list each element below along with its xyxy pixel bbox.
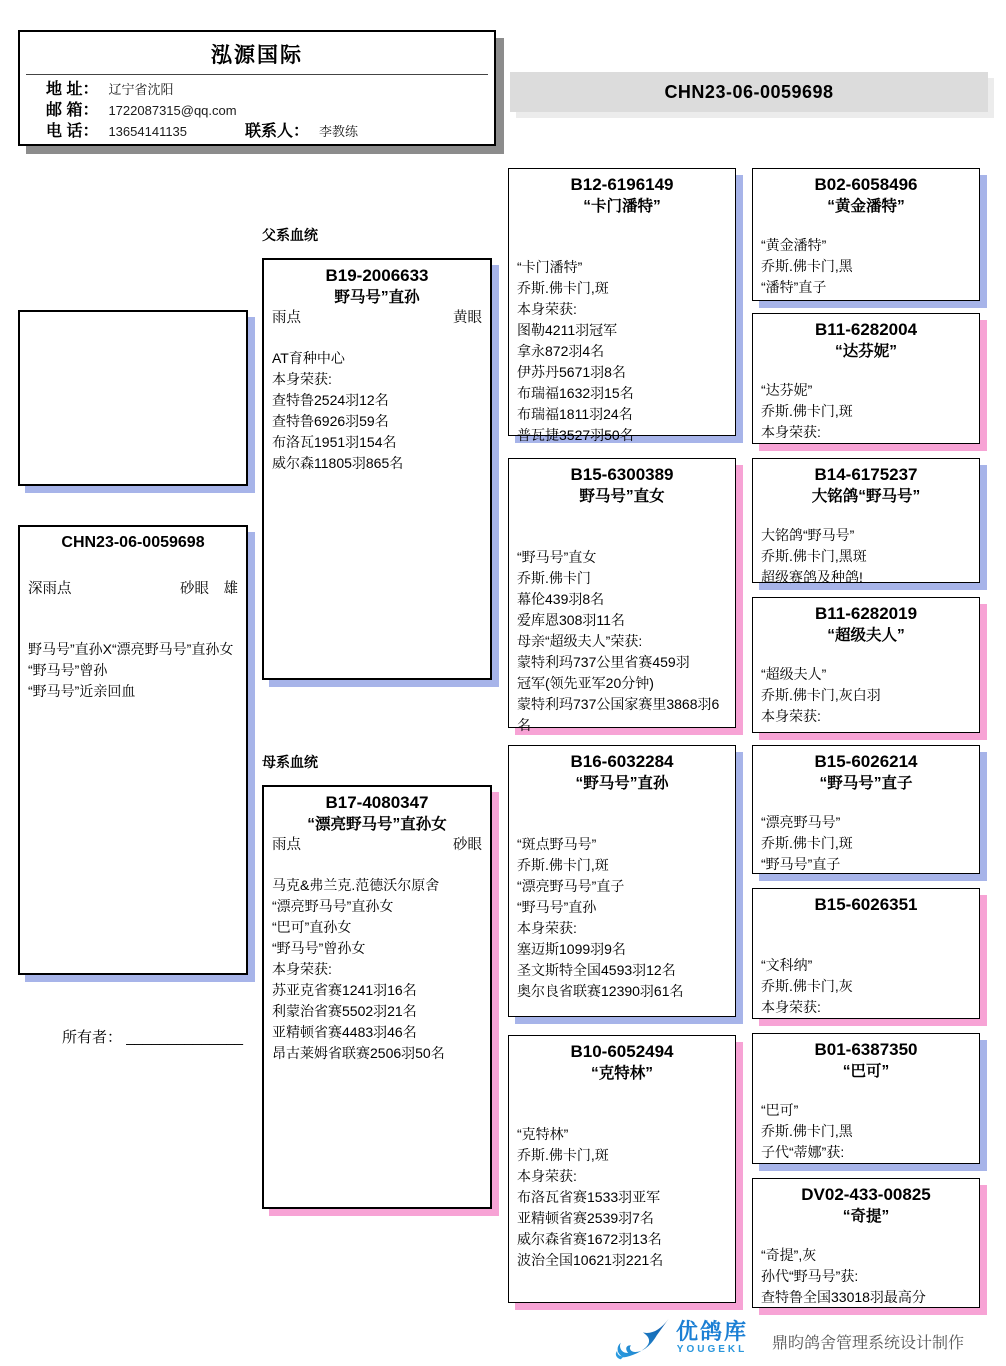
- eye-color: 砂眼: [453, 837, 482, 853]
- ring-number: B15-6300389: [570, 465, 674, 484]
- email-label: 邮 箱：: [46, 102, 99, 119]
- pigeon-details: “黄金潘特” 乔斯.佛卡门,黑 “潘特”直子: [761, 237, 853, 295]
- address-row: [46, 79, 484, 100]
- great-grandparent-box-1: [752, 168, 980, 301]
- great-grandparent-box-3: [752, 458, 980, 583]
- pigeon-details: “文科纳” 乔斯.佛卡门,灰 本身荣获:: [761, 957, 853, 1015]
- address-label: 地 址：: [46, 81, 99, 98]
- grandfather-maternal-box: [508, 745, 736, 1017]
- color-eye-row: [28, 577, 238, 598]
- pigeon-name: “卡门潘特”: [583, 198, 661, 215]
- bird-swoosh-icon: [614, 1316, 670, 1362]
- pigeon-name: “漂亮野马号”直孙女: [307, 816, 447, 833]
- pigeon-name: 野马号”直女: [579, 488, 665, 505]
- ring-number: B11-6282004: [814, 320, 918, 339]
- eye-sex: 砂眼 雄: [180, 581, 238, 597]
- brand-name-en: YOUGEKL: [676, 1344, 748, 1355]
- pigeon-name: “野马号”直孙: [575, 775, 669, 792]
- paternal-branch-label: 父系血统: [262, 227, 318, 243]
- great-grandparent-box-2: [752, 313, 980, 444]
- pigeon-name: “奇提”: [842, 1208, 890, 1225]
- ring-number: B02-6058496: [814, 175, 918, 194]
- contact-value: 李教练: [319, 124, 359, 139]
- owner-label: 所有者：: [62, 1029, 123, 1046]
- email-row: [46, 100, 484, 121]
- contact-label: 联系人：: [245, 123, 310, 140]
- maternal-branch-label: 母系血统: [262, 754, 318, 770]
- pigeon-name: 野马号”直孙: [334, 289, 420, 306]
- color-eye-row: [272, 306, 482, 327]
- phone-value: 13654141135: [108, 124, 188, 139]
- loft-info-card: [18, 30, 496, 146]
- email-value: 1722087315@qq.com: [108, 103, 237, 118]
- brand-name-cn: 优鸽库: [676, 1319, 749, 1344]
- great-grandparent-box-8: [752, 1178, 980, 1308]
- phone-label: 电 话：: [46, 123, 99, 140]
- pigeon-name: “巴可”: [842, 1063, 890, 1080]
- ring-number: B19-2006633: [325, 266, 429, 285]
- great-grandparent-box-5: [752, 745, 980, 874]
- pigeon-details: “斑点野马号” 乔斯.佛卡门,斑 “漂亮野马号”直子 “野马号”直孙 本身荣获: 塞迈斯1099羽9名 圣文斯特全国4593羽12名 奥尔良省联赛12390羽61名: [517, 836, 684, 999]
- feather-color: 雨点: [272, 837, 301, 853]
- ring-number: DV02-433-00825: [801, 1185, 931, 1204]
- color-eye-row: [272, 833, 482, 854]
- ring-number: B12-6196149: [570, 175, 674, 194]
- ring-number: B10-6052494: [570, 1042, 674, 1061]
- pigeon-details: “克特林” 乔斯.佛卡门,斑 本身荣获: 布洛瓦省赛1533羽亚军 亚精顿省赛2539羽7名 威尔森省赛1672羽13名 波治全国10621羽221名: [517, 1126, 664, 1268]
- pigeon-details: “超级夫人” 乔斯.佛卡门,灰白羽 本身荣获:: [761, 666, 881, 724]
- address-value: 辽宁省沈阳: [108, 82, 174, 97]
- ring-number: B11-6282019: [814, 604, 918, 623]
- pigeon-details: “野马号”直女 乔斯.佛卡门 幕伦439羽8名 爱库恩308羽11名 母亲“超级夫人”荣获: 蒙特利玛737公里省赛459羽 冠军(领先亚军20分钟) 蒙特利玛737公国家赛里3868羽6名: [517, 549, 720, 733]
- ring-number: B15-6026214: [814, 752, 918, 771]
- pigeon-details: “卡门潘特” 乔斯.佛卡门,斑 本身荣获: 图勒4211羽冠军 拿永872羽4名 伊苏丹5671羽8名 布瑞福1632羽15名 布瑞福1811羽24名 普瓦捷3527羽50名: [517, 259, 634, 443]
- grandmother-maternal-box: [508, 1035, 736, 1303]
- brand-block: [676, 1320, 748, 1356]
- pigeon-name: “克特林”: [590, 1065, 653, 1082]
- owner-row: [62, 1026, 243, 1047]
- owner-blank-line: ______________: [126, 1029, 243, 1046]
- pigeon-details: “巴可” 乔斯.佛卡门,黑 子代“蒂娜”获:: [761, 1102, 853, 1160]
- photo-placeholder-box: [18, 310, 248, 486]
- pigeon-details: 野马号”直孙X“漂亮野马号”直孙女 “野马号”曾孙 “野马号”近亲回血: [28, 641, 234, 699]
- pigeon-details: AT育种中心 本身荣获: 查特鲁2524羽12名 查特鲁6926羽59名 布洛瓦1951羽154名 威尔森11805羽865名: [272, 350, 404, 471]
- loft-name: 泓源国际: [211, 44, 303, 67]
- eye-color: 黄眼: [453, 310, 482, 326]
- great-grandparent-box-6: [752, 888, 980, 1019]
- great-grandparent-box-4: [752, 597, 980, 733]
- pigeon-details: “漂亮野马号” 乔斯.佛卡门,斑 “野马号”直子: [761, 814, 853, 872]
- ring-number: B01-6387350: [814, 1040, 918, 1059]
- pigeon-details: 马克&弗兰克.范德沃尔原舍 “漂亮野马号”直孙女 “巴可”直孙女 “野马号”曾孙女 本身荣获: 苏亚克省赛1241羽16名 利蒙治省赛5502羽21名 亚精顿省赛4483羽46名 昂古莱姆省联赛2506羽50名: [272, 877, 445, 1061]
- ring-number: B16-6032284: [570, 752, 674, 771]
- pigeon-name: 大铭鸽“野马号”: [811, 488, 921, 505]
- pigeon-details: 大铭鸽“野马号” 乔斯.佛卡门,黑斑 超级赛鸽及种鸽!: [761, 527, 867, 585]
- great-grandparent-box-7: [752, 1033, 980, 1164]
- grandfather-paternal-box: [508, 168, 736, 443]
- pigeon-name: “超级夫人”: [827, 627, 905, 644]
- ring-number: B15-6026351: [814, 895, 918, 914]
- grandmother-paternal-box: [508, 458, 736, 733]
- mother-box: [262, 785, 492, 1209]
- pigeon-name: “达芬妮”: [834, 343, 897, 360]
- pigeon-name: “野马号”直子: [819, 775, 913, 792]
- pigeon-name: “黄金潘特”: [827, 198, 905, 215]
- pigeon-details: “达芬妮” 乔斯.佛卡门,斑 本身荣获:: [761, 382, 853, 440]
- phone-row: [46, 121, 484, 142]
- father-box: [262, 258, 492, 680]
- ring-number-banner: CHN23-06-0059698: [510, 72, 988, 112]
- loft-contact-rows: [20, 75, 494, 142]
- ring-number: B14-6175237: [814, 465, 918, 484]
- footer-credit: 鼎昀鸽舍管理系统设计制作: [772, 1335, 965, 1352]
- feather-color: 深雨点: [28, 581, 72, 597]
- feather-color: 雨点: [272, 310, 301, 326]
- ring-number: CHN23-06-0059698: [61, 534, 205, 551]
- ring-number: B17-4080347: [325, 793, 429, 812]
- subject-pigeon-box: [18, 525, 248, 975]
- pigeon-details: “奇提”,灰 孙代“野马号”获: 查特鲁全国33018羽最高分: [761, 1247, 926, 1305]
